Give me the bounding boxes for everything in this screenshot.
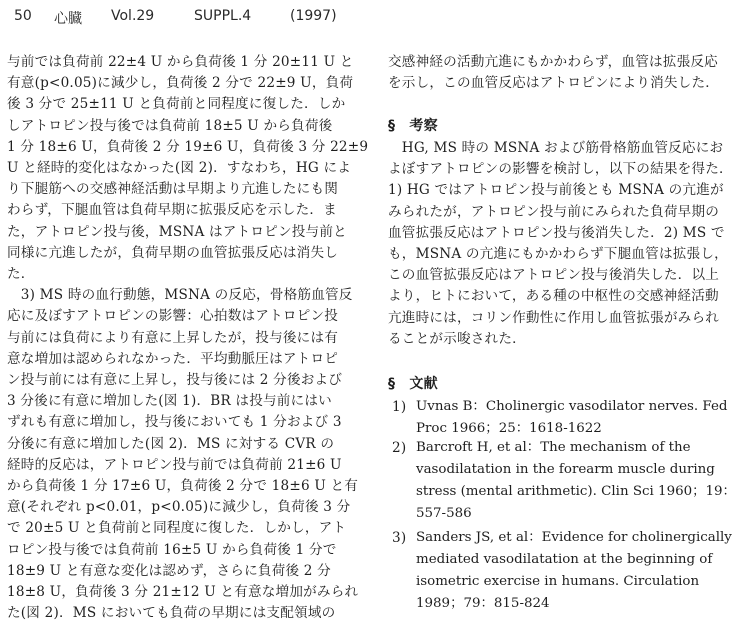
body-text-line: も，MSNA の亢進にもかかわらず下腿血管は拡張し， bbox=[388, 246, 728, 262]
body-text-line: 同様に亢進したが，負荷早期の血管拡張反応は消失し bbox=[7, 244, 339, 261]
body-text-line: を示し，この血管反応はアトロピンにより消失した． bbox=[388, 75, 720, 92]
journal-title: 心臓 bbox=[54, 11, 82, 27]
body-text-line: 経時的反応は，アトロピン投与前では負荷前 21±6 U bbox=[7, 456, 342, 473]
reference-text-line: Proc 1966；25：1618-1622 bbox=[416, 421, 602, 436]
body-text-line: ロピン投与後では負荷前 16±5 U から負荷後 1 分で bbox=[7, 541, 337, 558]
body-text-line: わらず，下腿血管は負荷早期に拡張反応を示した．ま bbox=[7, 202, 337, 219]
body-text-line: で 20±5 U と負荷前と同程度に復した．しかし，アト bbox=[7, 520, 347, 537]
body-text-line: ずれも有意に増加し，投与後においても 1 分および 3 bbox=[7, 414, 342, 431]
reference-text-line: Sanders JS, et al：Evidence for cholinergically bbox=[416, 530, 732, 545]
body-text-line: 1 分 18±6 U，負荷後 2 分 19±6 U，負荷後 3 分 22±9 bbox=[7, 138, 369, 155]
body-text-line: 血管拡張反応はアトロピン投与後消失した．2) MS で bbox=[388, 224, 725, 241]
reference-number: 2) bbox=[392, 440, 407, 456]
reference-number: 3) bbox=[392, 530, 407, 546]
reference-text-line: 1989；79：815-824 bbox=[416, 596, 550, 611]
body-text-line: り下腿筋への交感神経活動は早期より亢進したにも関 bbox=[7, 181, 339, 198]
body-text-line: 3) MS 時の血行動態，MSNA の反応，骨格筋血管反 bbox=[7, 287, 353, 304]
body-text-line: 与前には負荷により有意に上昇したが，投与後には有 bbox=[7, 329, 339, 346]
body-text-line: みられたが，アトロピン投与前にみられた負荷早期の bbox=[388, 203, 720, 220]
body-text-line: 応に及ぼすアトロピンの影響：心拍数はアトロピン投 bbox=[7, 308, 339, 325]
body-text-line: 3 分後に有意に増加した(図 1)．BR は投与前にはい bbox=[7, 393, 332, 410]
body-text-line: より，ヒトにおいて，ある種の中枢性の交感神経活動 bbox=[388, 288, 719, 305]
reference-text-line: mediated vasodilatation at the beginning of bbox=[416, 552, 713, 567]
discussion-heading: § 考察 bbox=[388, 118, 438, 134]
page-number: 50 bbox=[14, 8, 32, 24]
body-text-line: ン投与前には有意に上昇し，投与後には 2 分後および bbox=[7, 372, 343, 388]
body-text-line: この血管拡張反応はアトロピン投与後消失した．以上 bbox=[388, 267, 720, 284]
journal-year: (1997) bbox=[290, 8, 337, 24]
body-text-line: 亢進時には，コリン作動性に作用し血管拡張がみられ bbox=[388, 309, 720, 326]
body-text-line: よぼすアトロピンの影響を検討し，以下の結果を得た． bbox=[388, 161, 733, 178]
journal-volume: Vol.29 bbox=[111, 8, 155, 24]
body-text-line: U と経時的変化はなかった(図 2)．すなわち，HG によ bbox=[7, 160, 352, 176]
body-text-line: 意な増加は認められなかった．平均動脈圧はアトロピ bbox=[7, 350, 339, 367]
references-heading: § 文献 bbox=[388, 376, 438, 392]
body-text-line: た(図 2)．MS においても負荷の早期には支配領域の bbox=[7, 605, 336, 622]
body-text-line: た． bbox=[7, 266, 35, 282]
body-text-line: から負荷後 1 分 17±6 U，負荷後 2 分で 18±6 U と有 bbox=[7, 478, 359, 494]
body-text-line: 18±9 U と有意な変化は認めず，さらに負荷後 2 分 bbox=[7, 562, 331, 579]
reference-number: 1) bbox=[392, 399, 407, 415]
body-text-line: た，アトロピン投与後，MSNA はアトロピン投与前と bbox=[7, 223, 347, 240]
reference-text-line: isometric exercise in humans. Circulation bbox=[416, 574, 700, 589]
body-text-line: 18±8 U，負荷後 3 分 21±12 U と有意な増加がみられ bbox=[7, 584, 359, 600]
reference-text-line: Uvnas B：Cholinergic vasodilator nerves. Fed bbox=[416, 399, 728, 414]
body-text-line: 分後に有意に増加した(図 2)．MS に対する CVR の bbox=[7, 435, 335, 452]
journal-supplement: SUPPL.4 bbox=[194, 8, 252, 24]
body-text-line: HG, MS 時の MSNA および筋骨格筋血管反応にお bbox=[388, 140, 724, 156]
reference-text-line: Barcroft H, et al：The mechanism of the bbox=[416, 440, 691, 455]
body-text-line: ることが示唆された． bbox=[388, 330, 526, 347]
running-header bbox=[14, 8, 734, 30]
body-text-line: 与前では負荷前 22±4 U から負荷後 1 分 20±11 U と bbox=[7, 54, 354, 70]
body-text-line: 意(それぞれ p<0.01，p<0.05)に減少し，負荷後 3 分 bbox=[7, 499, 351, 516]
reference-text-line: stress (mental arithmetic). Clin Sci 1960；19： bbox=[416, 484, 736, 499]
reference-text-line: vasodilatation in the forearm muscle during bbox=[416, 462, 715, 477]
body-text-line: 有意(p<0.05)に減少し，負荷後 2 分で 22±9 U，負荷 bbox=[7, 75, 354, 92]
body-text-line: 1) HG ではアトロピン投与前後とも MSNA の亢進が bbox=[388, 182, 724, 199]
body-text-line: しアトロピン投与後では負荷前 18±5 U から負荷後 bbox=[7, 117, 333, 134]
body-text-line: 交感神経の活動亢進にもかかわらず，血管は拡張反応 bbox=[388, 54, 718, 70]
body-text-line: 後 3 分で 25±11 U と負荷前と同程度に復した．しか bbox=[7, 96, 346, 113]
reference-text-line: 557-586 bbox=[416, 506, 472, 521]
